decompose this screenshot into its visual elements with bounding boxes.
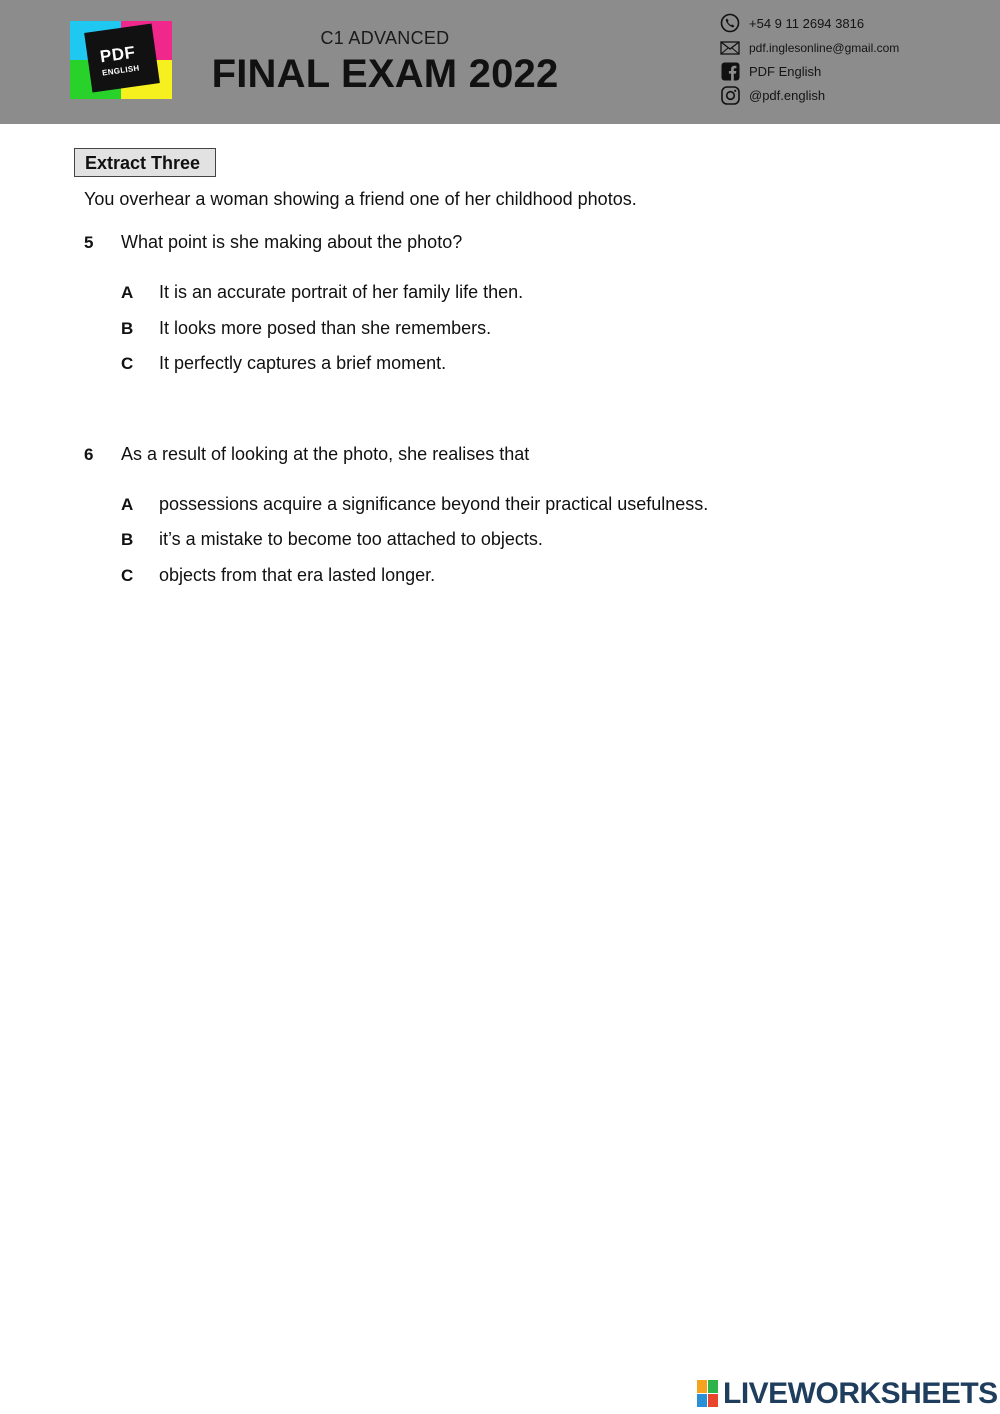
- page-title: FINAL EXAM 2022: [211, 52, 559, 96]
- pdf-english-logo: [70, 21, 172, 99]
- option-letter: A: [121, 495, 134, 514]
- contact-facebook: [720, 61, 821, 81]
- extract-label: Extract Three: [74, 148, 216, 177]
- option-text: possessions acquire a significance beyond their practical usefulness.: [159, 494, 709, 514]
- phone-icon: [720, 13, 740, 33]
- email-address: pdf.inglesonline@gmail.com: [749, 41, 900, 55]
- question-number: 6: [84, 445, 94, 464]
- liveworksheets-text: LIVEWORKSHEETS: [723, 1377, 998, 1410]
- logo-text-english: ENGLISH: [101, 63, 141, 78]
- liveworksheets-brand: [697, 1377, 998, 1411]
- option-letter: B: [121, 530, 134, 549]
- option-text: It perfectly captures a brief moment.: [159, 353, 447, 373]
- extract-intro: You overhear a woman showing a friend one of her childhood photos.: [84, 189, 637, 209]
- instagram-handle: @pdf.english: [749, 87, 826, 103]
- facebook-icon: [720, 61, 740, 81]
- instagram-icon: [720, 85, 740, 105]
- facebook-name: PDF English: [749, 63, 822, 79]
- option-text: objects from that era lasted longer.: [159, 565, 436, 585]
- page-header: [0, 0, 1000, 124]
- question-number: 5: [84, 233, 94, 252]
- phone-number: +54 9 11 2694 3816: [749, 15, 865, 31]
- liveworksheets-icon: [697, 1380, 719, 1408]
- contact-email: [720, 38, 899, 58]
- option-letter: B: [121, 319, 134, 338]
- contact-instagram: [720, 85, 825, 105]
- option-text: It is an accurate portrait of her family life then.: [159, 282, 524, 302]
- option-letter: C: [121, 354, 134, 373]
- question-text: As a result of looking at the photo, she realises that: [121, 444, 530, 464]
- option-letter: A: [121, 283, 134, 302]
- contact-phone: [720, 13, 864, 33]
- question-text: What point is she making about the photo?: [121, 232, 463, 252]
- option-text: it’s a mistake to become too attached to objects.: [159, 529, 543, 549]
- option-text: It looks more posed than she remembers.: [159, 318, 492, 338]
- option-letter: C: [121, 566, 134, 585]
- logo-text-pdf: PDF: [98, 42, 137, 67]
- mail-icon: [720, 38, 740, 58]
- exam-level: C1 ADVANCED: [320, 28, 450, 48]
